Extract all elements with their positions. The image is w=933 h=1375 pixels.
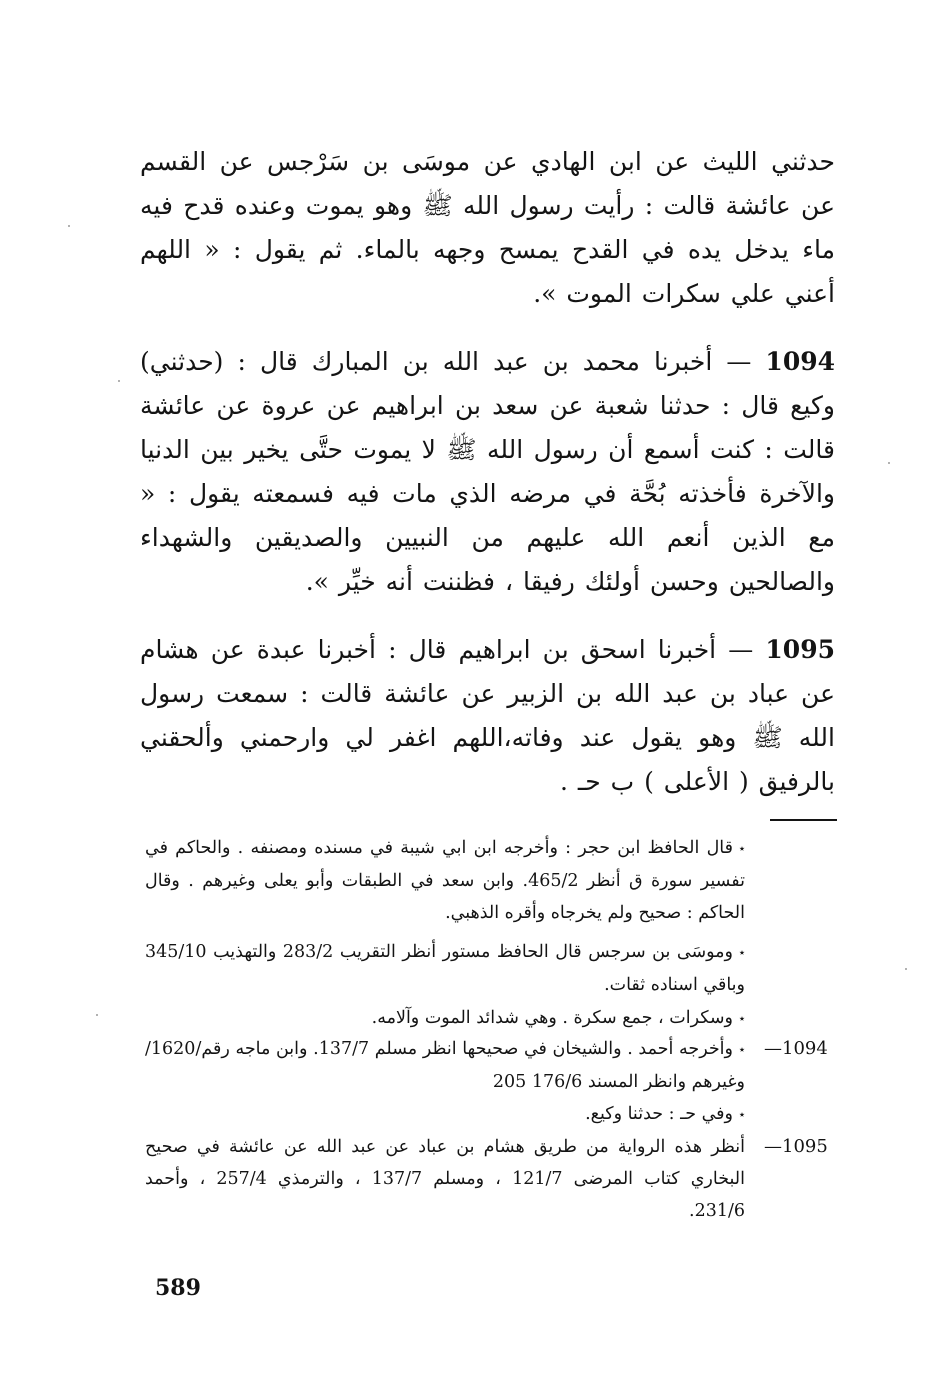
footnote-bullet: ٭: [739, 1011, 745, 1025]
hadith-number: 1095: [765, 635, 835, 664]
scan-speck: [888, 462, 890, 464]
footnote-3: [145, 1002, 745, 1035]
footnote-5: [145, 1098, 745, 1131]
footnote-bullet: ٭: [739, 1107, 745, 1121]
footnote-bullet: ٭: [739, 1042, 745, 1056]
footnote-4: [145, 1033, 745, 1098]
footnote-dash: —: [764, 1038, 782, 1059]
scan-speck: [118, 380, 120, 382]
footnote-bullet: ٭: [739, 945, 745, 959]
scan-speck: [68, 225, 70, 227]
footnote-separator: [770, 819, 837, 821]
footnote-1: [145, 832, 745, 929]
footnote-text: وموسَى بن سرجس قال الحافظ مستور أنظر التقريب 283/2 والتهذيب 345/10 وباقي اسناده ثقات.: [145, 942, 745, 995]
footnote-6: [145, 1131, 745, 1227]
footnote-dash: —: [764, 1136, 782, 1157]
hadith-text: — أخبرنا اسحق بن ابراهيم قال : أخبرنا عبدة عن هشام عن عباد بن عبد الله بن الزبير عن عائشة قالت : سمعت رسول الله ﷺ وهو يقول عند وفاته،اللهم اغفر لي وارحمني وألحقني بالرفيق ( الأعلى ) ب حـ .: [140, 635, 835, 796]
scan-speck: [905, 968, 907, 970]
footnote-number-1095: —1095: [764, 1136, 828, 1157]
scan-speck: [96, 1014, 98, 1016]
hadith-paragraph-continuation: حدثني الليث عن ابن الهادي عن موسَى بن سَرْجس عن القسم عن عائشة قالت : رأيت رسول الله ﷺ وهو يموت وعنده قدح فيه ماء يدخل يده في القدح يمسح وجهه بالماء. ثم يقول : « اللهم أعني علي سكرات الموت ».: [140, 147, 835, 308]
footnote-2: [145, 936, 745, 1001]
footnote-number-1094: —1094: [764, 1038, 828, 1059]
footnote-text: وفي حـ : حدثنا وكيع.: [585, 1104, 733, 1124]
hadith-number: 1094: [765, 347, 836, 376]
footnote-text: أنظر هذه الرواية من طريق هشام بن عباد عن عبد الله عن عائشة في صحيح البخاري كتاب المرضى 121/7 ، ومسلم 137/7 ، والترمذي 257/4 ، وأحمد 231/6.: [145, 1137, 745, 1221]
footnote-bullet: ٭: [739, 841, 745, 855]
page-number: 589: [155, 1275, 201, 1301]
hadith-paragraph-1094: [140, 340, 835, 604]
hadith-text: — أخبرنا محمد بن عبد الله بن المبارك قال : (حدثني) وكيع قال : حدثنا شعبة عن سعد بن ابراهيم عن عروة عن عائشة قالت : كنت أسمع أن رسول الله ﷺ لا يموت حتَّى يخير بين الدنيا والآخرة فأخذته بُحَّة في مرضه الذي مات فيه فسمعته يقول : « مع الذين أنعم الله عليهم من النبيين والصديقين والشهداء والصالحين وحسن أولئك رفيقا ، فظننت أنه خيِّر ».: [140, 347, 835, 596]
footnote-text: وسكرات ، جمع سكرة . وهي شدائد الموت وآلامه.: [371, 1008, 733, 1028]
footnote-text: وأخرجه أحمد . والشيخان في صحيحها انظر مسلم 137/7. وابن ماجه رقم/1620/وغيرهم وانظر المسند 176/6 205: [145, 1039, 745, 1092]
footnote-text: قال الحافظ ابن حجر : وأخرجه ابن ابي شيبة في مسنده ومصنفه . والحاكم في تفسير سورة ق أنظر 465/2. وابن سعد في الطبقات وأبو يعلى وغيرهم . وقال الحاكم : صحيح ولم يخرجاه وأقره الذهبي.: [145, 838, 745, 923]
hadith-paragraph-1095: [140, 628, 835, 804]
